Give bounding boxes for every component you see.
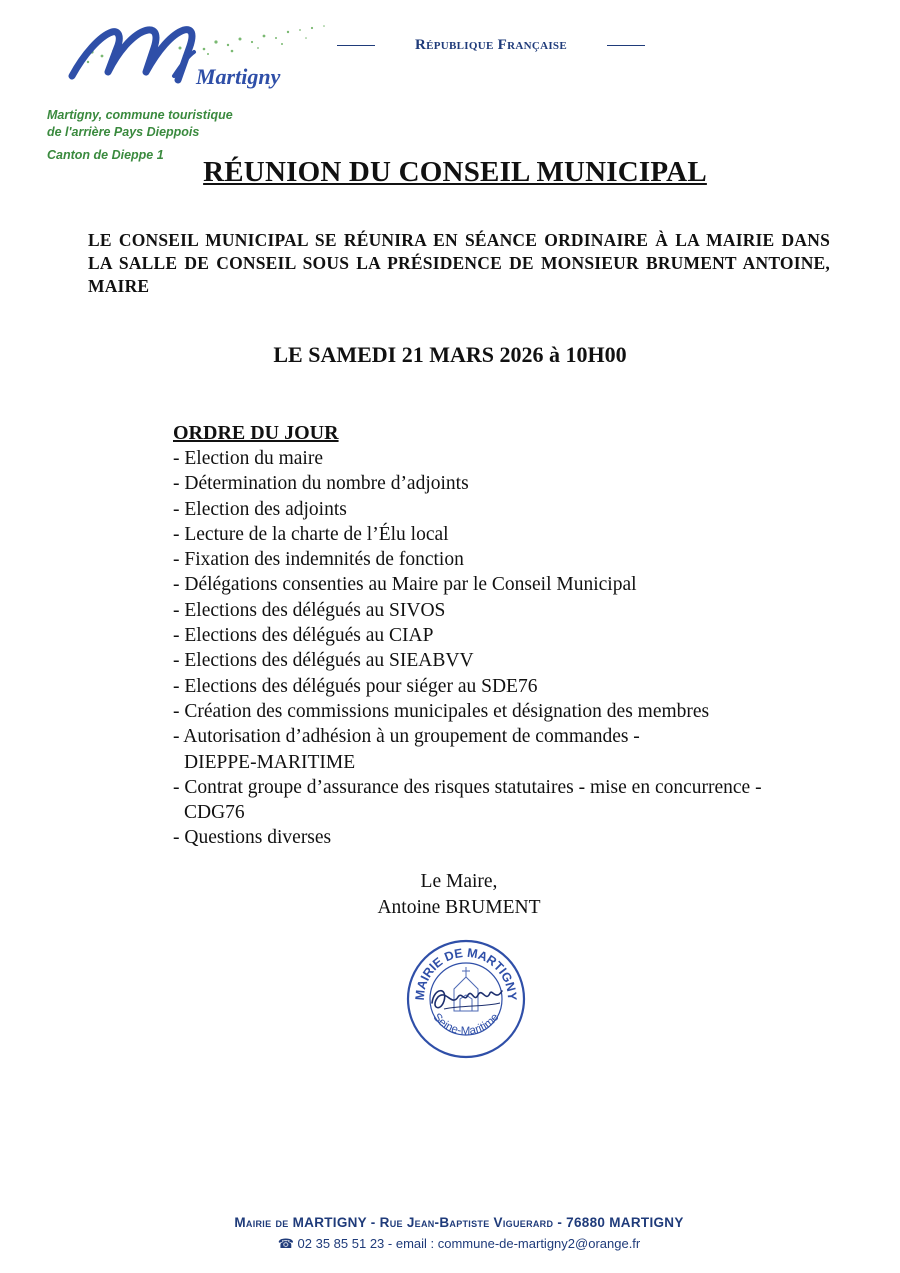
agenda-item: - Détermination du nombre d’adjoints: [173, 473, 469, 495]
intro-paragraph: LE CONSEIL MUNICIPAL SE RÉUNIRA EN SÉANCE ORDINAIRE À LA MAIRIE DANS LA SALLE DE CONSEIL SOUS LA PRÉSIDENCE DE MONSIEUR BRUMENT ANTOINE, MAIRE: [88, 230, 830, 296]
republic-rule-left: [337, 45, 375, 46]
tagline-line-2: de l'arrière Pays Dieppois: [47, 125, 200, 139]
handwritten-signature: [432, 991, 502, 1008]
agenda-item-continuation: [173, 750, 833, 775]
signature-role: Le Maire,: [420, 871, 498, 892]
agenda-title: ORDRE DU JOUR: [173, 422, 339, 444]
agenda-item: - Contrat groupe d’assurance des risques statutaires - mise en concurrence -: [173, 776, 762, 798]
agenda-item: - Election des adjoints: [173, 498, 347, 520]
martigny-logo: [62, 18, 352, 98]
agenda-item: - Elections des délégués pour siéger au SDE76: [173, 675, 538, 697]
svg-text:Seine-Maritime: [430, 1011, 501, 1037]
logo-text: Martigny: [196, 64, 281, 89]
tagline-line-1: Martigny, commune touristique: [47, 108, 233, 122]
stamp-text-bottom: Seine-Maritime: [430, 1011, 502, 1038]
document-title-text: RÉUNION DU CONSEIL MUNICIPAL: [203, 156, 707, 188]
agenda-item-continuation-text: CDG76: [184, 802, 245, 824]
agenda-item: - Création des commissions municipales et désignation des membres: [173, 700, 710, 722]
agenda-item: - Election du maire: [173, 448, 323, 469]
document-title: [0, 156, 900, 189]
canton-label: Canton de Dieppe 1: [47, 148, 164, 162]
agenda-item: - Fixation des indemnités de fonction: [173, 549, 464, 571]
agenda-item-continuation: [173, 800, 833, 825]
agenda-item: - Questions diverses: [173, 827, 332, 849]
agenda-item: - Elections des délégués au CIAP: [173, 625, 434, 647]
republic-heading: République Française: [415, 37, 567, 53]
agenda-section: [173, 420, 833, 851]
agenda-list: [173, 446, 833, 851]
signature-name: Antoine BRUMENT: [377, 897, 541, 918]
meeting-date: LE SAMEDI 21 MARS 2026 à 10H00: [273, 342, 627, 367]
agenda-item: - Elections des délégués au SIEABVV: [173, 650, 474, 672]
agenda-item-continuation-text: DIEPPE-MARITIME: [184, 751, 356, 773]
agenda-item: - Délégations consenties au Maire par le Conseil Municipal: [173, 574, 637, 596]
agenda-item: - Lecture de la charte de l’Élu local: [173, 523, 449, 545]
footer-address: Mairie de MARTIGNY - Rue Jean-Baptiste Viguerard - 76880 MARTIGNY: [234, 1215, 684, 1230]
republic-rule-right: [607, 45, 645, 46]
stamp-text-top: MAIRIE DE MARTIGNY: [412, 945, 520, 1001]
agenda-item: - Autorisation d’adhésion à un groupement de commandes -: [173, 726, 640, 748]
mairie-stamp: [404, 937, 528, 1061]
church-emblem-icon: [454, 967, 478, 1011]
agenda-item: - Elections des délégués au SIVOS: [173, 599, 446, 621]
footer-contact: ☎ 02 35 85 51 23 - email : commune-de-martigny2@orange.fr: [277, 1236, 641, 1251]
